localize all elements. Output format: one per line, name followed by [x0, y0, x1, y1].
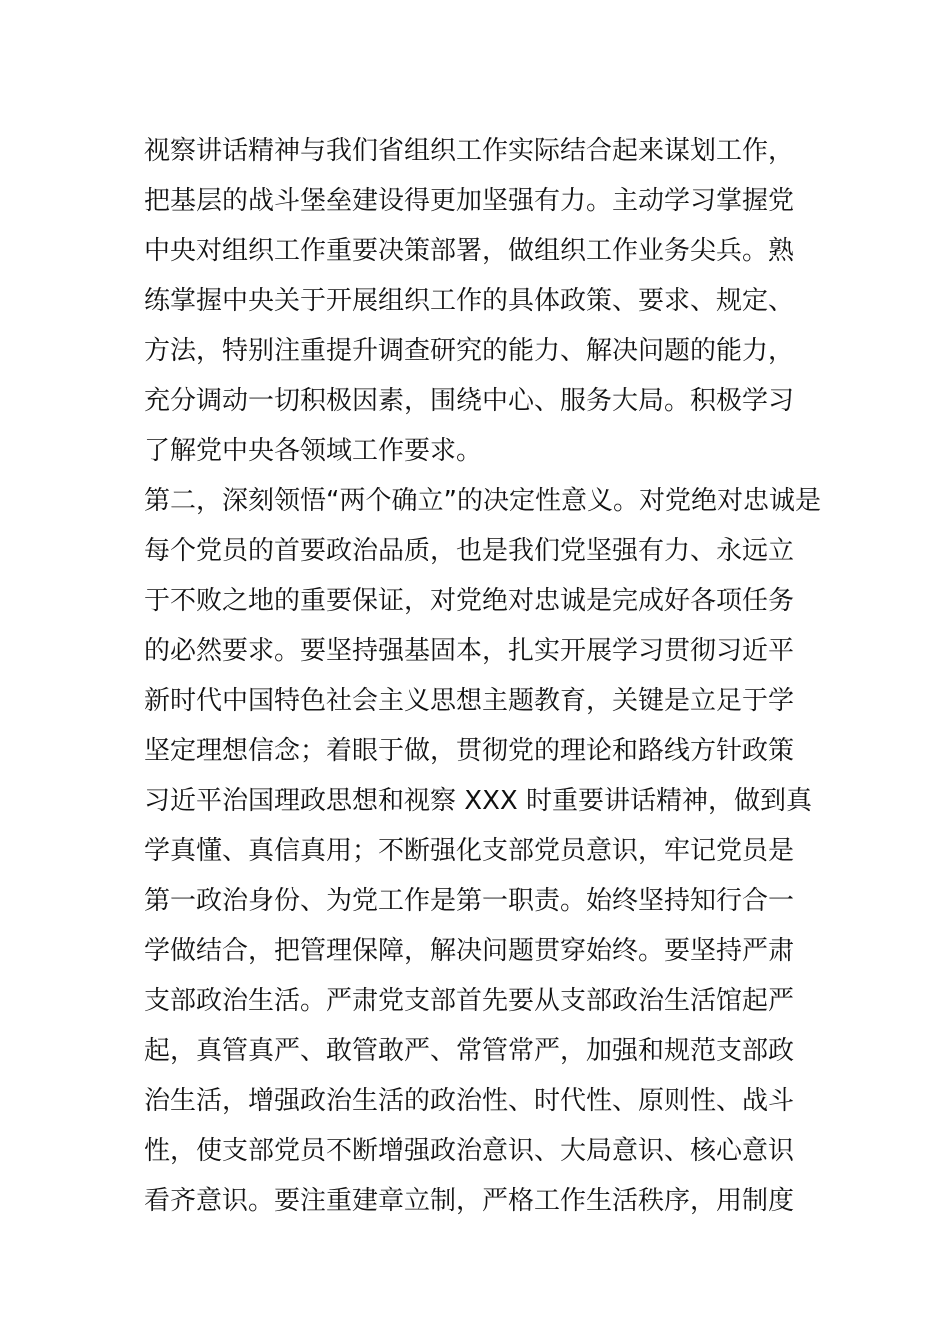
text-line: 坚定理想信念；着眼于做，贯彻党的理论和路线方针政策 — [144, 736, 795, 766]
section-heading-line: 第二，深刻领悟“两个确立”的决定性意义。对党绝对忠诚是 — [144, 486, 821, 516]
text-line: 把基层的战斗堡垒建设得更加坚强有力。主动学习掌握党 — [144, 186, 795, 216]
text-line: 方法，特别注重提升调查研究的能力、解决问题的能力， — [144, 336, 795, 366]
text-line: 中央对组织工作重要决策部署，做组织工作业务尖兵。熟 — [144, 236, 795, 266]
text-line: 视察讲话精神与我们省组织工作实际结合起来谋划工作， — [144, 136, 795, 166]
text-line: 的必然要求。要坚持强基固本，扎实开展学习贯彻习近平 — [144, 636, 795, 666]
text-line: 看齐意识。要注重建章立制，严格工作生活秩序，用制度 — [144, 1186, 795, 1216]
text-line: 每个党员的首要政治品质，也是我们党坚强有力、永远立 — [144, 536, 795, 566]
text-line: 充分调动一切积极因素，围绕中心、服务大局。积极学习 — [144, 386, 795, 416]
text-line: 第一政治身份、为党工作是第一职责。始终坚持知行合一 — [144, 886, 795, 916]
text-line: 起，真管真严、敢管敢严、常管常严，加强和规范支部政 — [144, 1036, 795, 1066]
text-line: 新时代中国特色社会主义思想主题教育，关键是立足于学 — [144, 686, 795, 716]
text-line: 支部政治生活。严肃党支部首先要从支部政治生活馆起严 — [144, 986, 795, 1016]
text-line: 学做结合，把管理保障，解决问题贯穿始终。要坚持严肃 — [144, 936, 795, 966]
text-line: 性，使支部党员不断增强政治意识、大局意识、核心意识 — [144, 1136, 795, 1166]
document-body — [144, 126, 821, 1226]
text-line: 于不败之地的重要保证，对党绝对忠诚是完成好各项任务 — [144, 586, 795, 616]
text-line: 习近平治国理政思想和视察 XXX 时重要讲话精神，做到真 — [144, 786, 812, 816]
text-line: 治生活，增强政治生活的政治性、时代性、原则性、战斗 — [144, 1086, 795, 1116]
text-line: 了解党中央各领域工作要求。 — [144, 436, 483, 466]
text-line: 练掌握中央关于开展组织工作的具体政策、要求、规定、 — [144, 286, 795, 316]
text-line: 学真懂、真信真用；不断强化支部党员意识，牢记党员是 — [144, 836, 795, 866]
